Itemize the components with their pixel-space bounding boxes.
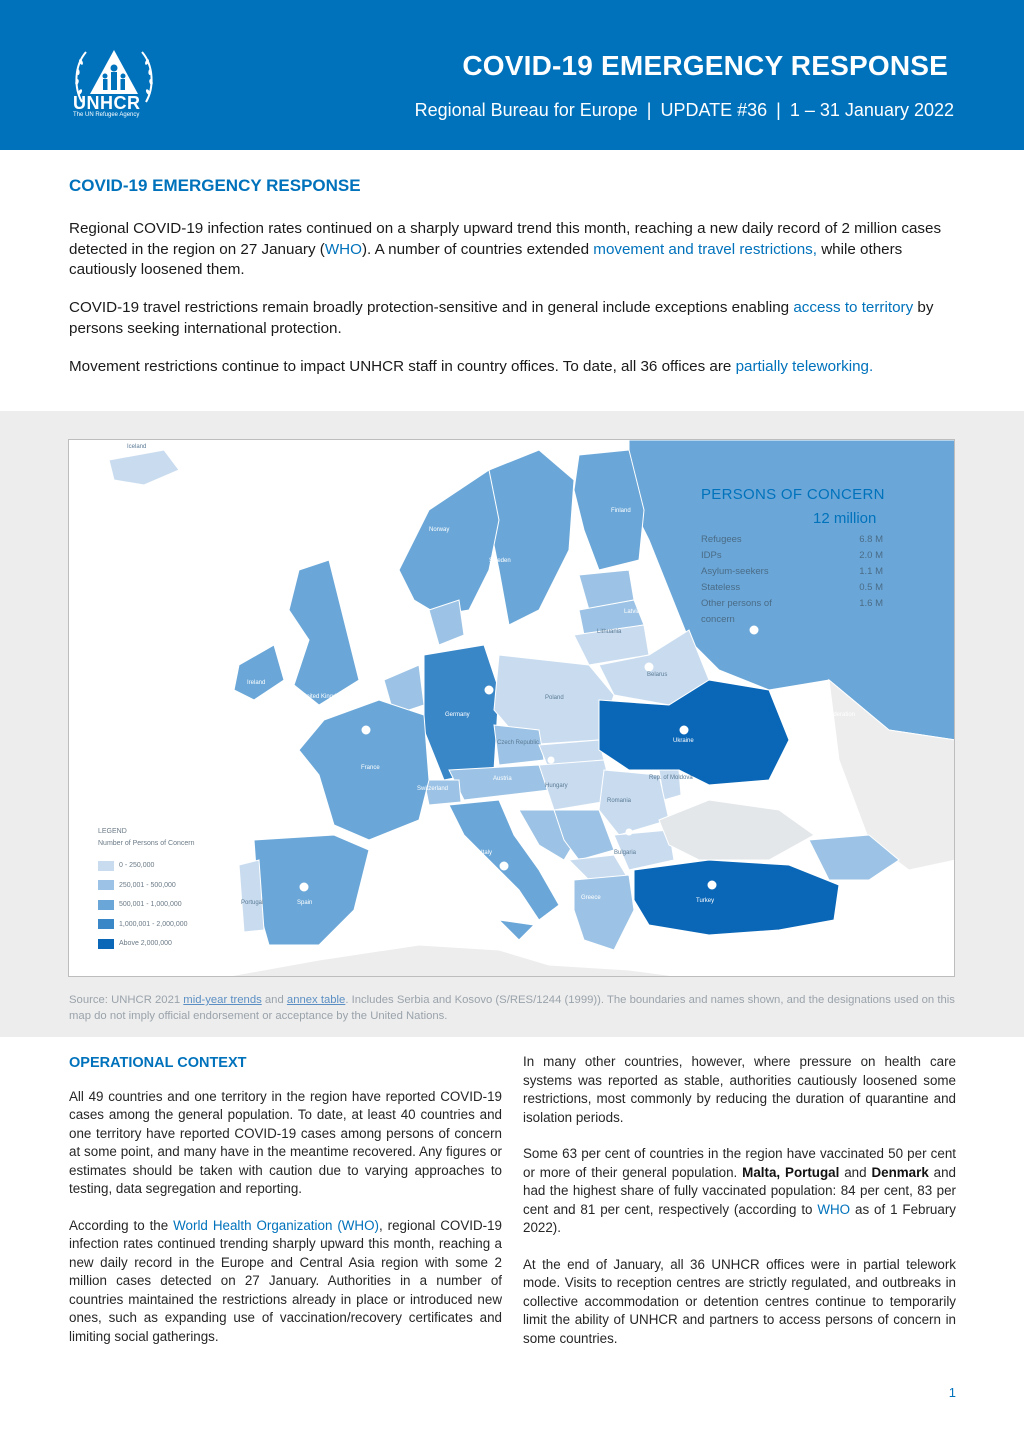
country-label-portugal: Portugal <box>241 900 264 906</box>
legend-swatch <box>98 900 114 910</box>
legend-label: 250,001 - 500,000 <box>119 881 176 889</box>
country-label-norway: Norway <box>429 527 450 533</box>
text: Some 63 per cent of countries in the region have vaccinated 50 per cent or more of their general population. <box>523 1146 956 1180</box>
separator: | <box>776 100 781 120</box>
country-label-ireland: Ireland <box>247 680 266 686</box>
legend-label: 500,001 - 1,000,000 <box>119 901 182 909</box>
paragraph <box>69 1217 502 1347</box>
country-label-lithuania: Lithuania <box>597 629 622 635</box>
paragraph <box>523 1145 956 1238</box>
country-label-hungary: Hungary <box>545 783 568 789</box>
poc-row <box>701 564 883 580</box>
logo-tagline: The UN Refugee Agency <box>73 112 140 118</box>
legend-swatch <box>98 861 114 871</box>
country-label-spain: Spain <box>297 900 313 906</box>
annex-table-link[interactable]: annex table <box>286 994 346 1006</box>
poc-row <box>701 596 883 628</box>
text: and <box>839 1164 872 1180</box>
paragraph: All 49 countries and one territory in the region have reported COVID-19 cases among the general population. To date, at least 40 countries and one territory have reported COVID-19 cases among persons of concern at some point, and many have in the meantime recovered. Any figures or estimates should be taken with caution due to varying approaches to testing, data segregation and reporting. <box>69 1088 502 1196</box>
who-link[interactable]: WHO <box>324 240 362 258</box>
poc-row <box>701 548 883 564</box>
europe-map <box>68 439 955 977</box>
bold-text: Malta, Portugal <box>742 1164 840 1180</box>
intro-paragraph <box>69 357 949 378</box>
country-label-poland: Poland <box>545 695 564 701</box>
text: while others cautiously loosened them. <box>69 240 903 278</box>
separator: | <box>646 100 652 120</box>
legend-label: 1,000,001 - 2,000,000 <box>119 920 188 928</box>
poc-value: 1.1 M <box>859 566 883 577</box>
who-link[interactable]: World Health Organization (WHO) <box>173 1217 379 1233</box>
header-banner <box>0 0 1024 150</box>
legend-item <box>98 895 195 915</box>
country-label-greece: Greece <box>581 895 601 901</box>
text: by persons seeking international protection. <box>69 299 934 337</box>
legend-subtitle: Number of Persons of Concern <box>98 840 195 847</box>
poc-row <box>701 532 883 548</box>
legend-item <box>98 934 195 954</box>
poc-label: IDPs <box>701 550 722 561</box>
report-period: 1 – 31 January 2022 <box>789 100 954 120</box>
update-number: UPDATE #36 <box>660 100 768 120</box>
section-heading: COVID-19 EMERGENCY RESPONSE <box>69 176 361 195</box>
country-label-belarus: Belarus <box>647 672 668 678</box>
poc-label: Stateless <box>701 582 741 593</box>
text: Regional COVID-19 infection rates continued on a sharply upward trend this month, reaching a new daily record of 2 million cases detected in the region on 27 January ( <box>69 220 942 258</box>
country-label-estonia: Estonia <box>613 567 634 573</box>
map-legend <box>98 828 195 954</box>
bold-text: Denmark <box>871 1164 929 1180</box>
legend-swatch <box>98 939 114 949</box>
country-label-moldova: Rep. of Moldova <box>649 775 693 781</box>
text: Source: UNHCR 2021 <box>69 994 184 1006</box>
legend-title: LEGEND <box>98 828 127 835</box>
country-label-italy: Italy <box>481 850 493 856</box>
operational-context-heading: OPERATIONAL CONTEXT <box>69 1055 247 1071</box>
poc-label: Refugees <box>701 534 742 545</box>
legend-swatch <box>98 880 114 890</box>
intro-paragraph <box>69 298 949 339</box>
country-label-uk: United Kingdom <box>302 694 345 700</box>
country-label-sweden: Sweden <box>489 558 511 564</box>
logo-wordmark: UNHCR <box>73 93 141 113</box>
report-subtitle <box>415 100 954 121</box>
country-label-iceland: Iceland <box>127 444 147 450</box>
poc-title: PERSONS OF CONCERN <box>701 486 885 503</box>
text: and <box>261 994 287 1006</box>
who-link[interactable]: WHO <box>817 1201 851 1217</box>
left-column <box>69 1053 502 1364</box>
text: , regional COVID-19 infection rates continued trending sharply upward this month, reaching a new daily record in the Europe and Central Asia region with some 2 million cases detected on 27 January. Authorities in a number of countries maintained the restrictions already in place or introduced new ones, such as expanding use of vaccination/recovery certificates and limiting social gatherings. <box>69 1217 502 1344</box>
text: Movement restrictions continue to impact UNHCR staff in country offices. To date, all 36 offices are <box>69 358 736 375</box>
text: and had the highest share of fully vaccinated population: 84 per cent, 83 per cent and 81 per cent, respectively (according to <box>523 1164 956 1217</box>
map-source-note <box>69 992 959 1024</box>
text: ). A number of countries extended <box>361 240 594 258</box>
country-label-russia: Russian Federation <box>803 712 856 718</box>
poc-table <box>701 532 883 628</box>
poc-label: Other persons of concern <box>701 598 772 625</box>
country-label-turkey: Turkey <box>696 898 715 904</box>
movement-restrictions-link[interactable]: movement and travel restrictions, <box>593 240 817 258</box>
country-label-germany: Germany <box>445 712 470 718</box>
paragraph: At the end of January, all 36 UNHCR offices were in partial telework mode. Visits to reception centres are strictly regulated, and outbreaks in collective accommodation or detention centres continue to temporarily limit the ability of UNHCR and partners to access persons of concern in some countries. <box>523 1256 956 1346</box>
text: as of 1 February 2022). <box>523 1201 956 1235</box>
country-label-azerbaijan: Azerbaijan <box>857 888 886 894</box>
poc-value: 0.5 M <box>859 582 883 593</box>
mid-year-trends-link[interactable]: mid-year trends <box>183 994 262 1006</box>
access-to-territory-link[interactable]: access to territory <box>793 299 914 316</box>
right-column <box>523 1053 956 1366</box>
country-label-austria: Austria <box>493 776 512 782</box>
intro-paragraph <box>69 219 949 281</box>
text: COVID-19 travel restrictions remain broadly protection-sensitive and in general include exceptions enabling <box>69 299 794 316</box>
poc-value: 6.8 M <box>859 534 883 545</box>
poc-value: 1.6 M <box>859 598 883 609</box>
legend-swatch <box>98 919 114 929</box>
legend-item <box>98 856 195 876</box>
country-label-romania: Romania <box>607 798 632 804</box>
country-label-switzerland: Switzerland <box>417 786 449 792</box>
region-name: Regional Bureau for Europe <box>414 100 638 120</box>
country-label-ukraine: Ukraine <box>673 738 694 744</box>
country-label-latvia: Latvia <box>624 609 641 615</box>
text: According to the <box>69 1217 174 1233</box>
legend-label: 0 - 250,000 <box>119 862 155 870</box>
page-number: 1 <box>948 1385 956 1400</box>
poc-label: Asylum-seekers <box>701 566 769 577</box>
poc-row <box>701 580 883 596</box>
legend-item <box>98 876 195 896</box>
country-label-finland: Finland <box>611 508 631 514</box>
paragraph: In many other countries, however, where pressure on health care systems was reported as stable, authorities cautiously loosened some restrictions, most commonly by reducing the duration of quarantine and isolation periods. <box>523 1054 956 1125</box>
country-label-france: France <box>361 765 380 771</box>
poc-value: 2.0 M <box>859 550 883 561</box>
country-label-bulgaria: Bulgaria <box>614 850 637 856</box>
country-label-czech: Czech Republic <box>497 740 540 746</box>
report-title: COVID-19 EMERGENCY RESPONSE <box>462 50 948 81</box>
text: . Includes Serbia and Kosovo (S/RES/1244 (1999)). The boundaries and names shown, and the designations used on this map do not imply official endorsement or acceptance by the United Nations. <box>69 994 955 1022</box>
poc-total: 12 million <box>813 510 877 527</box>
legend-item <box>98 915 195 935</box>
legend-label: Above 2,000,000 <box>119 940 172 948</box>
teleworking-link[interactable]: partially teleworking. <box>735 358 874 375</box>
